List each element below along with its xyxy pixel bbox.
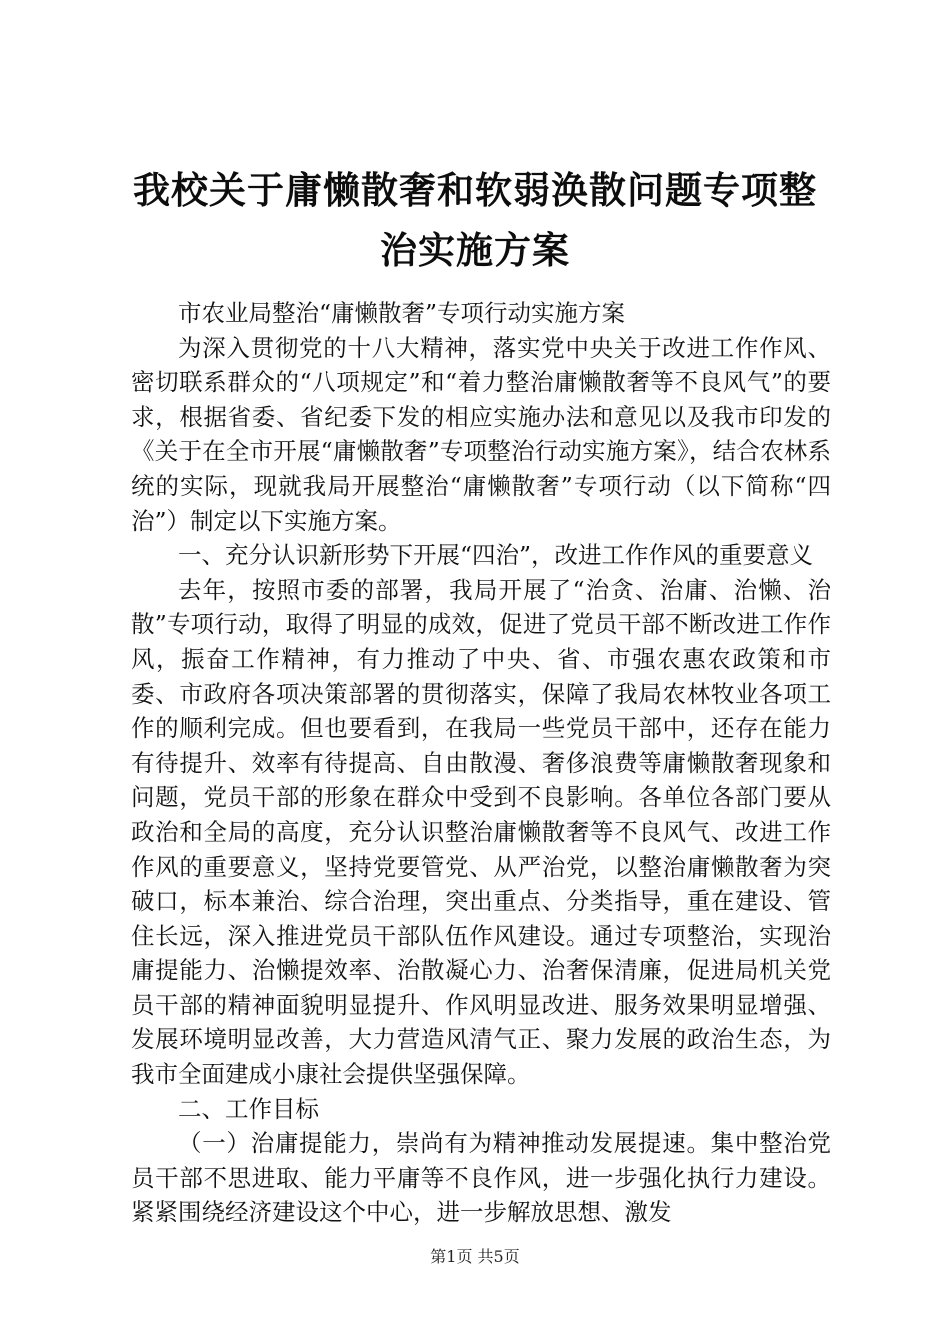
paragraph-section-1: 去年，按照市委的部署，我局开展了“治贪、治庸、治懒、治散”专项行动，取得了明显的成效，促进了党员干部不断改进工作作风，振奋工作精神，有力推动了中央、省、市强农惠农政策和市委、市政府各项决策部署的贯彻落实，保障了我局农林牧业各项工作的顺利完成。但也要看到，在我局一些党员干部中，还存在能力有待提升、效率有待提高、自由散漫、奢侈浪费等庸懒散奢现象和问题，党员干部的形象在群众中受到不良影响。各单位各部门要从政治和全局的高度，充分认识整治庸懒散奢等不良风气、改进工作作风的重要意义，坚持党要管党、从严治党，以整治庸懒散奢为突破口，标本兼治、综合治理，突出重点、分类指导，重在建设、管住长远，深入推进党员干部队伍作风建设。通过专项整治，实现治庸提能力、治懒提效率、治散凝心力、治奢保清廉，促进局机关党员干部的精神面貌明显提升、作风明显改进、服务效果明显增强、发展环境明显改善，大力营造风清气正、聚力发展的政治生态，为我市全面建成小康社会提供坚强保障。 [131,575,831,1089]
paragraph-subtitle: 市农业局整治“庸懒散奢”专项行动实施方案 [178,299,626,327]
paragraph-goal-1: （一）治庸提能力，崇尚有为精神推动发展提速。集中整治党员干部不思进取、能力平庸等不良作风，进一步强化执行力建设。紧紧围绕经济建设这个中心，进一步解放思想、激发 [131,1129,831,1227]
paragraph-intro: 为深入贯彻党的十八大精神，落实党中央关于改进工作作风、密切联系群众的“八项规定”和“着力整治庸懒散奢等不良风气”的要求，根据省委、省纪委下发的相应实施办法和意见以及我市印发的《关于在全市开展“庸懒散奢”专项整治行动实施方案》，结合农林系统的实际，现就我局开展整治“庸懒散奢”专项行动（以下简称“四治”）制定以下实施方案。 [131,333,831,535]
document-body [131,296,831,1230]
document-title: 我校关于庸懒散奢和软弱涣散问题专项整治实施方案 [133,168,817,272]
section-heading-1: 一、充分认识新形势下开展“四治”，改进工作作风的重要意义 [178,541,814,570]
section-heading-2: 二、工作目标 [178,1094,319,1123]
page-footer: 第1页 共5页 [430,1247,520,1266]
